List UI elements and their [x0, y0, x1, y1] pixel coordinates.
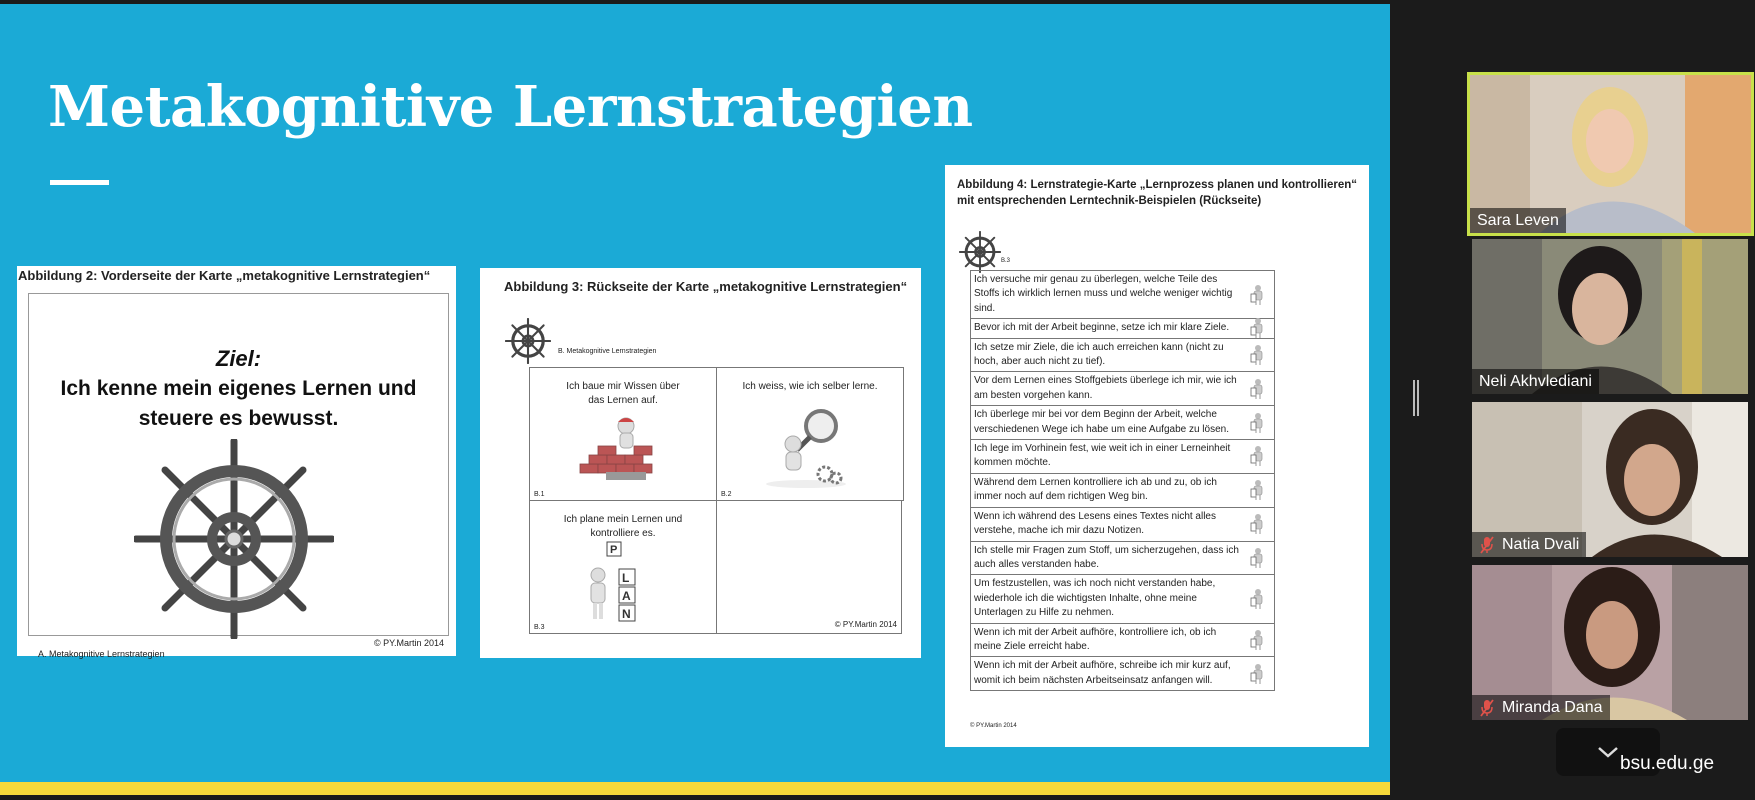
participant-nametag [1472, 369, 1599, 394]
figure-icon [1250, 344, 1266, 366]
goal-text [29, 374, 448, 434]
mic-muted-icon [1479, 536, 1495, 554]
figure-icon [1250, 479, 1266, 501]
builder-figure-icon [576, 414, 668, 484]
svg-text:P: P [610, 544, 618, 556]
strategy-row [971, 271, 1274, 319]
goal-line: steuere es bewusst. [138, 407, 339, 430]
grid-cell [529, 367, 717, 501]
strategy-text: Wenn ich während des Lesens eines Textes nicht alles verstehe, mache ich mir dazu Notizen. [974, 510, 1216, 537]
cell-line: Ich weiss, wie ich selber lerne. [742, 381, 878, 392]
participant-name: Miranda Dana [1502, 699, 1603, 716]
strategy-row [971, 406, 1274, 440]
strategy-text: Ich versuche mir genau zu überlegen, welche Teile des Stoffs ich wirklich lernen muss und welche weniger wichtig sind. [974, 274, 1233, 314]
cell-text [530, 513, 716, 541]
figure-icon [1250, 547, 1266, 569]
strategy-row [971, 319, 1274, 338]
svg-text:N: N [622, 607, 631, 621]
participant-tile[interactable] [1472, 239, 1748, 394]
participant-tile[interactable] [1470, 75, 1751, 233]
cell-line: Ich plane mein Lernen und [563, 514, 683, 525]
figure-card-strategies [945, 165, 1369, 747]
cell-code: B.2 [721, 491, 732, 498]
strategy-row [971, 542, 1274, 576]
section-label: B. Metakognitive Lernstrategien [558, 348, 657, 355]
participant-name: Neli Akhvlediani [1479, 373, 1592, 390]
cell-line: kontrolliere es. [590, 528, 656, 539]
figure-icon [1250, 317, 1266, 339]
figure-icon [1250, 513, 1266, 535]
figure-icon [1250, 588, 1266, 610]
figure-card-front [17, 266, 456, 659]
strategy-row [971, 440, 1274, 474]
strategy-text: Ich überlege mir bei vor dem Beginn der Arbeit, welche verschiedenen Wege ich habe um eine Aufgabe zu lösen. [974, 409, 1229, 435]
figure-caption [957, 177, 1367, 209]
shared-screen-slide [0, 4, 1390, 795]
strategy-text: Vor dem Lernen eines Stoffgebiets überlege ich mir, wie ich am besten vorgehen kann. [974, 375, 1237, 401]
strategy-row [971, 624, 1274, 658]
cell-line: Ich baue mir Wissen über [566, 381, 680, 392]
strategy-row [971, 372, 1274, 406]
copyright-text: © PY.Martin 2014 [373, 638, 444, 648]
svg-text:L: L [622, 571, 630, 585]
ship-wheel-icon [959, 231, 1001, 273]
strategy-list [970, 270, 1275, 691]
figure-caption: Abbildung 3: Rückseite der Karte „metakognitive Lernstrategien“ [504, 279, 908, 294]
caption-line: Abbildung 4: Lernstrategie-Karte „Lernprozess planen und kontrollieren“ [957, 179, 1357, 191]
figure-icon [1250, 663, 1266, 685]
strategy-text: Ich setze mir Ziele, die ich auch erreichen kann (nicht zu hoch, aber auch nicht zu tief). [974, 341, 1224, 368]
cell-code: B.3 [534, 624, 545, 631]
svg-text:A: A [622, 589, 631, 603]
figure-icon [1250, 412, 1266, 434]
mic-muted-icon [1479, 699, 1495, 717]
magnifier-figure-icon [761, 404, 853, 488]
participant-tile[interactable] [1472, 565, 1748, 720]
panel-resize-handle[interactable] [1413, 380, 1419, 416]
participant-nametag [1472, 695, 1610, 720]
strategy-text: Um festzustellen, was ich noch nicht verstanden habe, wiederhole ich die wichtigsten Inhalte, ohne meine Unterlagen zu Hilfe zu nehmen. [974, 578, 1216, 619]
strategy-text: Wenn ich mit der Arbeit aufhöre, kontrolliere ich, ob ich meine Ziele erreicht habe. [974, 626, 1217, 652]
slide-title: Metakognitive Lernstrategien [48, 74, 973, 140]
strategy-text: Wenn ich mit der Arbeit aufhöre, schreibe ich mir kurz auf, womit ich beim nächsten Arbeitseinsatz anfangen will. [974, 660, 1231, 686]
strategy-row [971, 657, 1274, 690]
strategy-text: Während dem Lernen kontrolliere ich ab und zu, ob ich immer noch auf dem richtigen Weg bin. [974, 476, 1217, 503]
strategy-row [971, 474, 1274, 508]
chevron-down-icon [1597, 746, 1619, 758]
cell-text [530, 380, 716, 408]
strategy-row [971, 575, 1274, 623]
figure-icon [1250, 378, 1266, 400]
strategy-text: Ich stelle mir Fragen zum Stoff, um sicherzugehen, dass ich auch alles verstanden habe. [974, 544, 1239, 570]
participant-nametag [1470, 208, 1566, 233]
slide-accent-bar [0, 782, 1390, 795]
plan-blocks-icon [582, 541, 668, 627]
figure-card-back [480, 268, 921, 658]
participant-tile[interactable] [1472, 402, 1748, 557]
participant-name: Sara Leven [1477, 212, 1559, 229]
figure-icon [1250, 629, 1266, 651]
figure-icon [1250, 445, 1266, 467]
copyright-text: © PY.Martin 2014 [834, 620, 897, 629]
participant-nametag [1472, 532, 1586, 557]
grid-cell [529, 500, 717, 634]
copyright-text: © PY.Martin 2014 [970, 723, 1017, 729]
cell-code: B.1 [534, 491, 545, 498]
goal-line: Ich kenne mein eigenes Lernen und [60, 377, 417, 400]
participant-name: Natia Dvali [1502, 536, 1580, 553]
cell-text [717, 380, 903, 394]
strategy-row [971, 339, 1274, 373]
strategy-grid [529, 367, 902, 634]
domain-watermark: bsu.edu.ge [1620, 753, 1715, 774]
goal-label: Ziel: [215, 346, 262, 371]
figure-icon [1250, 284, 1266, 306]
ship-wheel-icon [134, 439, 334, 639]
figure-caption: Abbildung 2: Vorderseite der Karte „metakognitive Lernstrategien“ [18, 268, 431, 283]
strategy-text: Ich lege im Vorhinein fest, wie weit ich in einer Lerneinheit kommen möchte. [974, 443, 1231, 469]
ship-wheel-icon [505, 318, 551, 364]
strategy-text: Bevor ich mit der Arbeit beginne, setze ich mir klare Ziele. [974, 322, 1230, 334]
grid-cell [716, 367, 904, 501]
card-code: B.3 [1001, 258, 1011, 264]
cell-line: das Lernen auf. [588, 395, 658, 406]
caption-line: mit entsprechenden Lerntechnik-Beispielen (Rückseite) [957, 195, 1262, 207]
card-footer-label: A. Metakognitive Lernstrategien [38, 649, 165, 659]
title-underline [50, 180, 109, 185]
strategy-row [971, 508, 1274, 542]
